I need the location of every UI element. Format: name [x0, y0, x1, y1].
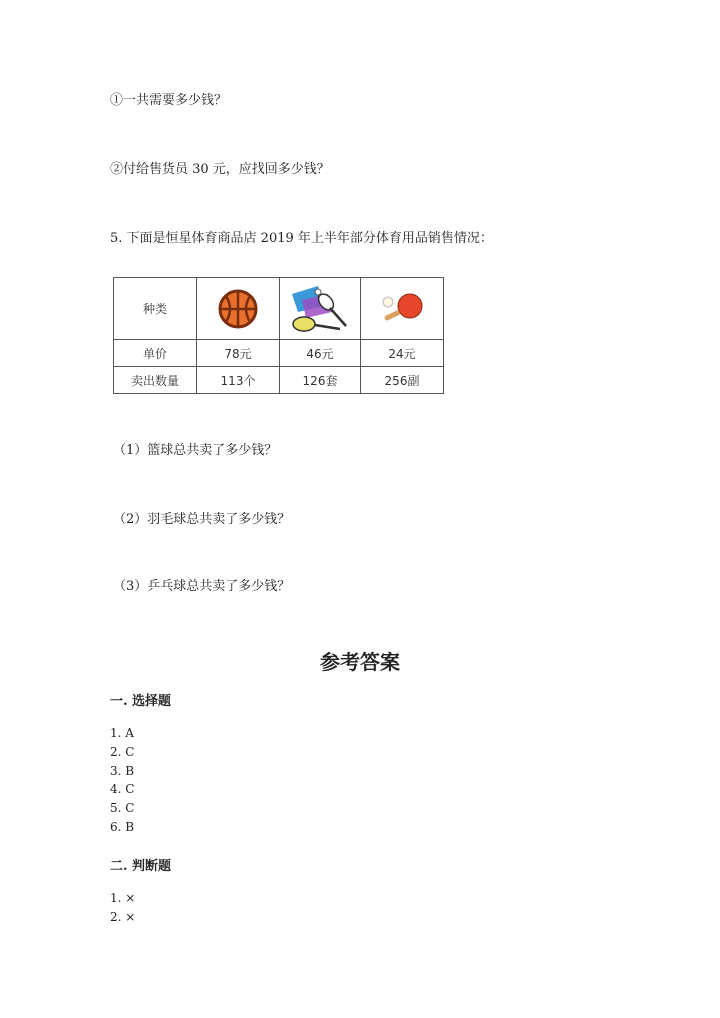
question-2: ②付给售货员 30 元，应找回多少钱？: [110, 162, 330, 177]
price-cell: 78元: [197, 340, 280, 367]
problem-5: 5. 下面是恒星体育商品店 2019 年上半年部分体育用品销售情况：: [110, 231, 493, 246]
ping-pong-cell: [361, 278, 444, 340]
qty-cell: 126套: [280, 367, 361, 394]
basketball-icon: [217, 288, 259, 330]
answer-item: 4. C: [110, 782, 135, 796]
answer-item: 1. ×: [110, 891, 136, 905]
sub-question-3: （3）乒乓球总共卖了多少钱？: [113, 579, 291, 594]
row-qty-label: 卖出数量: [114, 367, 197, 394]
answer-item: 6. B: [110, 820, 135, 834]
badminton-cell: [280, 278, 361, 340]
answer-item: 5. C: [110, 801, 135, 815]
price-cell: 46元: [280, 340, 361, 367]
section-1-title: 一. 选择题: [110, 694, 172, 709]
price-cell: 24元: [361, 340, 444, 367]
answers-title: 参考答案: [320, 650, 400, 674]
row-price-label: 单价: [114, 340, 197, 367]
qty-cell: 113个: [197, 367, 280, 394]
qty-cell: 256副: [361, 367, 444, 394]
answer-item: 1. A: [110, 726, 134, 740]
section-2-title: 二. 判断题: [110, 859, 172, 874]
badminton-icon: [288, 282, 352, 336]
answer-item: 2. ×: [110, 910, 136, 924]
sub-question-1: （1）篮球总共卖了多少钱？: [113, 443, 278, 458]
basketball-cell: [197, 278, 280, 340]
sub-question-2: （2）羽毛球总共卖了多少钱？: [113, 512, 291, 527]
ping-pong-icon: [376, 291, 428, 327]
answer-item: 2. C: [110, 745, 135, 759]
question-1: ①一共需要多少钱？: [110, 93, 228, 108]
answer-item: 3. B: [110, 764, 135, 778]
sales-table: [113, 277, 444, 394]
header-label: 种类: [114, 278, 197, 340]
